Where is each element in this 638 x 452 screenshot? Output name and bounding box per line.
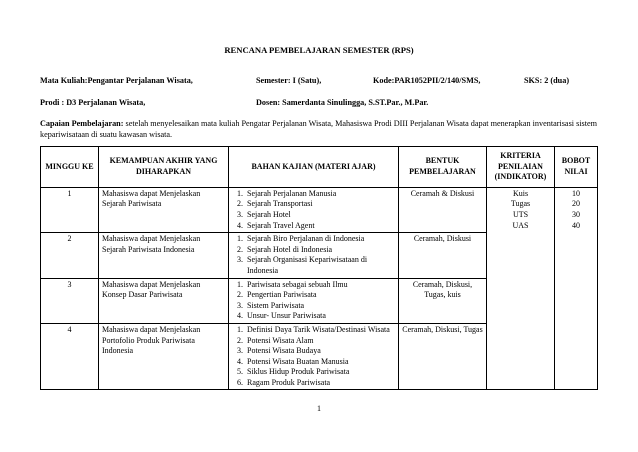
meta-sks: SKS: 2 (dua) (524, 76, 570, 85)
cell-bahan (229, 323, 399, 390)
bahan-item: 1. Sejarah Biro Perjalanan di Indonesia (245, 234, 395, 245)
bobot-item: 30 (572, 209, 580, 219)
bahan-item: 1. Sejarah Perjalanan Manusia (245, 189, 395, 200)
cell-bahan (229, 233, 399, 278)
cell-bentuk: Ceramah, Diskusi, Tugas (399, 323, 487, 390)
meta-semester: Semester: I (Satu), (256, 76, 322, 85)
cell-kemampuan: Mahasiswa dapat Menjelaskan Sejarah Pariwisata (99, 187, 229, 232)
document-title: RENCANA PEMBELAJARAN SEMESTER (RPS) (224, 45, 414, 55)
bahan-item: 5. Siklus Hidup Produk Pariwisata (245, 367, 395, 378)
bahan-item: 3. Sejarah Hotel (245, 210, 395, 221)
bobot-item: 10 (572, 188, 580, 198)
meta-mata-kuliah: Mata Kuliah:Pengantar Perjalanan Wisata, (40, 76, 193, 85)
kriteria-item: UAS (512, 220, 529, 230)
bahan-item: 2. Sejarah Transportasi (245, 199, 395, 210)
page-number: 1 (317, 404, 321, 413)
table-row (41, 187, 598, 232)
kriteria-item: UTS (512, 209, 529, 219)
meta-kode: Kode:PAR1052PII/2/140/SMS, (373, 76, 481, 85)
header-bahan: BAHAN KAJIAN (MATERI AJAR) (229, 147, 399, 188)
cell-kemampuan: Mahasiswa dapat Menjelaskan Sejarah Pariwisata Indonesia (99, 233, 229, 278)
header-kemampuan: KEMAMPUAN AKHIR YANG DIHARAPKAN (99, 147, 229, 188)
cell-bobot (555, 187, 598, 390)
header-kriteria: KRITERIA PENILAIAN (INDIKATOR) (487, 147, 555, 188)
header-bobot: BOBOT NILAI (555, 147, 598, 188)
bahan-item: 4. Unsur- Unsur Pariwisata (245, 311, 395, 322)
cell-minggu: 1 (41, 187, 99, 232)
cell-bahan (229, 187, 399, 232)
bahan-item: 6. Ragam Produk Pariwisata (245, 378, 395, 389)
bahan-item: 3. Sejarah Organisasi Kepariwisataan di Indonesia (245, 255, 395, 276)
cell-bentuk: Ceramah, Diskusi (399, 233, 487, 278)
bahan-item: 1. Definisi Daya Tarik Wisata/Destinasi Wisata (245, 325, 395, 336)
header-minggu: MINGGU KE (41, 147, 99, 188)
bobot-item: 20 (572, 199, 580, 209)
bahan-item: 2. Pengertian Pariwisata (245, 290, 395, 301)
cell-kemampuan: Mahasiswa dapat Menjelaskan Portofolio Produk Pariwisata Indonesia (99, 323, 229, 390)
kriteria-item: Tugas (510, 199, 531, 209)
capaian-label: Capaian Pembelajaran: (40, 119, 124, 128)
cell-bahan (229, 278, 399, 323)
cell-kriteria (487, 187, 555, 390)
table-header-row (41, 147, 598, 188)
cell-bentuk: Ceramah, Diskusi, Tugas, kuis (399, 278, 487, 323)
capaian-text: setelah menyelesaikan mata kuliah Pengatar Perjalanan Wisata, Mahasiswa Prodi DIII Perjalanan Wisata dapat menerapkan inventarisasi sistem kepariwisataan di suatu kawasan wisata. (40, 119, 597, 139)
bahan-item: 2. Potensi Wisata Alam (245, 336, 395, 347)
bahan-item: 4. Potensi Wisata Buatan Manusia (245, 357, 395, 368)
header-bentuk: BENTUK PEMBELAJARAN (399, 147, 487, 188)
cell-minggu: 4 (41, 323, 99, 390)
cell-kemampuan: Mahasiswa dapat Menjelaskan Konsep Dasar Pariwisata (99, 278, 229, 323)
cell-bentuk: Ceramah & Diskusi (399, 187, 487, 232)
cell-minggu: 2 (41, 233, 99, 278)
bahan-item: 4. Sejarah Travel Agent (245, 221, 395, 232)
bahan-item: 1. Pariwisata sebagai sebuah Ilmu (245, 280, 395, 291)
capaian-pembelajaran (40, 118, 600, 140)
meta-dosen: Dosen: Samerdanta Sinulingga, S.ST.Par., M.Par. (256, 98, 429, 107)
bahan-item: 2. Sejarah Hotel di Indonesia (245, 245, 395, 256)
bahan-item: 3. Potensi Wisata Budaya (245, 346, 395, 357)
cell-minggu: 3 (41, 278, 99, 323)
bobot-item: 40 (572, 220, 580, 230)
rps-table (40, 146, 598, 390)
kriteria-item: Kuis (512, 188, 529, 198)
meta-prodi: Prodi : D3 Perjalanan Wisata, (40, 98, 146, 107)
bahan-item: 3. Sistem Pariwisata (245, 301, 395, 312)
